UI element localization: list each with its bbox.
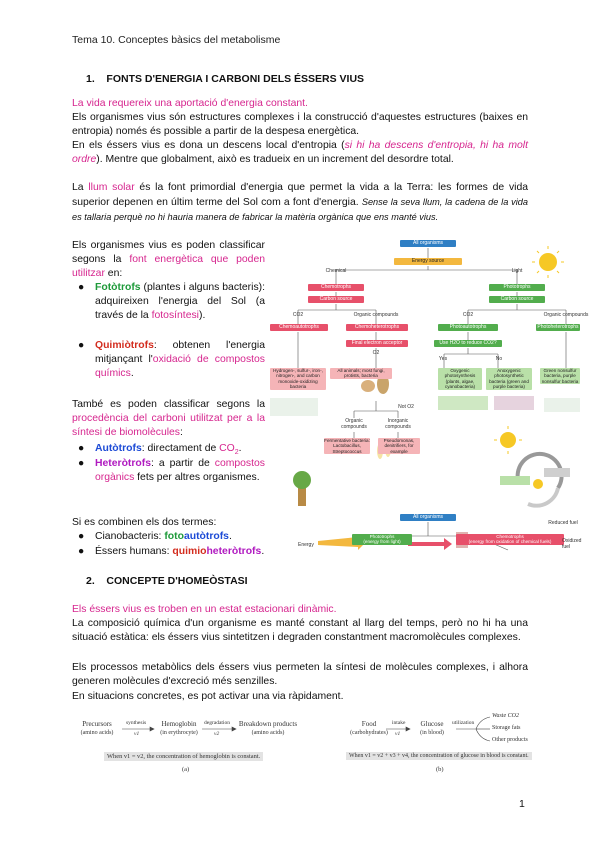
sun-icon [494,426,522,454]
bullet-icon: ● [78,443,85,454]
label-organic-left: Organic compounds [353,312,399,318]
label-not-o2: Not O2 [398,404,414,410]
page-header: Tema 10. Conceptes bàsics del metabolisme [72,34,281,46]
leaf-pseudomonas: Pseudomonas, denitrifiers, for example [378,438,420,454]
bullet-heterotrophs: Heteròtrofs: a partir de compostos orgànics fets per altres organismes. [95,458,265,483]
leaf-hydrogen-bacteria: Hydrogen-, sulfur-, iron-, nitrogen-, and carbon monoxide-oxidizing bacteria [270,368,326,390]
eq-b-glucose: Glucose (in blood) [420,720,444,736]
eq-a-synthesis: synthesis [126,720,147,726]
s2-lead: Els éssers vius es troben en un estat estacionari dinàmic. [72,604,337,615]
node-bottom-all-organisms: All organisms [400,514,456,521]
section-1-title: 1. FONTS D'ENERGIA I CARBONI DELS ÉSSERS VIUS [86,73,365,85]
s1-paragraph-3: La llum solar és la font primordial d'energia que permet la vida a la Terra: les formes de vida superior depenen en últim terme del Sol com a font d'energia. Sense la seva llum, la cadena de la vida es tallaria perquè no hi hauria manera de fabricar la matèria orgànica que ens manté vius. [72,182,528,222]
eq-b-caption: When v1 = v2 + v3 + v4, the concentration of glucose in blood is constant. [346,752,532,760]
eq-a-label: (a) [182,766,190,773]
eq-a-caption: When v1 = v2, the concentration of hemoglobin is constant. [104,752,263,761]
node-all-organisms: All organisms [400,240,456,247]
eq-a-v1: v1 [134,731,140,737]
label-reduced-fuel: Reduced fuel [548,520,578,526]
label-no: No [495,356,503,362]
eq-b-food: Food (carbohydrates) [350,720,388,736]
eq-a-degradation: degradation [204,720,230,726]
node-final-electron-acceptor: Final electron acceptor [346,340,408,347]
node-bottom-phototrophs: Phototrophs (energy from light) [352,534,412,545]
label-yes: Yes [438,356,448,362]
eq-b-intake: intake [392,720,406,726]
s1-paragraph-6: Si es combinen els dos termes: [72,517,217,528]
node-chemoautotrophs: Chemoautotrophs [270,324,328,331]
bullet-cyanobacteria: Cianobacteris: fotoautòtrofs. [95,531,232,542]
bullet-icon: ● [78,546,85,557]
eq-b-v1: v1 [395,731,401,737]
label-organic-compounds: Organic compounds [341,418,367,430]
label-co2-left: CO2 [292,312,304,318]
s2-paragraph-1: La composició química d'un organisme es manté constant al llarg del temps, però no hi ha una situació estàtica: els éssers vius sintetitzen i degraden constantment macromolècules complexes. [72,618,528,643]
eq-a-breakdown: Breakdown products (amino acids) [238,720,298,736]
label-o2: O2 [372,350,380,356]
s2-paragraph-3: En situacions concretes, es pot activar una via ràpidament. [72,691,344,702]
organism-images [270,374,580,548]
label-inorganic-compounds: Inorganic compounds [385,418,411,430]
classification-diagram [268,236,589,566]
eq-b-label: (b) [436,766,444,773]
bullet-chemotrophs: Quimiòtrofs: obtenen l'energia mitjançant l'oxidació de compostos químics. [95,340,265,379]
bullet-autotrophs: Autòtrofs: directament de $CO_2$. [95,443,242,457]
equation-a [72,715,302,777]
eq-b-out1: Waste CO2 [492,713,519,719]
s1-lead: La vida requereix una aportació d'energia constant. [72,98,308,109]
node-use-h2o: Use H2O to reduce CO2? [434,340,502,347]
s1-paragraph-1: Els organismes vius són estructures complexes i la construcció d'aquestes estructures (baixes en entropia) només és possible a partir de la despesa energètica. [72,112,528,137]
leaf-oxygenic: Oxygenic photosynthesis (plants, algae, cyanobacteria) [438,368,482,390]
leaf-all-animals: All animals; most fungi, protists, bacteria [330,368,392,379]
node-chemoheterotrophs: Chemoheterotrophs [346,324,408,331]
label-light: Light [511,268,523,274]
leaf-fermentative: Fermentative bacteria: Lactobacillus, Streptococcus [324,438,370,454]
bullet-icon: ● [78,340,85,351]
eq-a-v2: v2 [214,731,220,737]
bullet-phototrophs: Fotòtrofs (plantes i alguns bacteris): adquireixen l'energia del Sol (a través de la fotosíntesi). [95,282,265,321]
label-chemical: Chemical [325,268,347,274]
s1-paragraph-5: També es poden classificar segons la procedència del carboni utilitzat per a la síntesi de biomolècules: [72,399,265,438]
label-oxidized-fuel: Oxidized fuel [562,538,582,550]
label-organic-right: Organic compounds [543,312,589,318]
bullet-icon: ● [78,282,85,293]
bullet-humans: Éssers humans: quimioheteròtrofs. [95,546,265,557]
node-photoautotrophs: Photoautotrophs [438,324,498,331]
bullet-icon: ● [78,458,85,469]
node-carbon-source-left: Carbon source [308,296,364,303]
page-number: 1 [519,798,525,810]
node-chemotrophs: Chemotrophs [308,284,364,291]
bullet-icon: ● [78,531,85,542]
s1-paragraph-4: Els organismes vius es poden classificar segons la font energètica que poden utilitzar en: [72,240,265,279]
sun-icon [532,246,564,278]
node-carbon-source-right: Carbon source [489,296,545,303]
eq-a-hemoglobin: Hemoglobin (in erythrocyte) [160,720,198,736]
equation-b [340,711,540,777]
eq-b-utilization: utilization [452,720,475,726]
s1-paragraph-2: En els éssers vius es dona un descens local d'entropia (si hi ha descens d'entropia, hi ha molt ordre). Mentre que globalment, això es tradueix en un increment del desordre total. [72,140,529,165]
node-photoheterotrophs: Photoheterotrophs [537,324,579,330]
s2-paragraph-2: Els processos metabòlics dels éssers vius permeten la síntesi de molècules complexes, i alhora generen molècules d'excreció més senzilles. [72,662,528,687]
label-co2-right: CO2 [462,312,474,318]
label-energy: Energy [298,542,314,548]
leaf-anoxygenic: Anoxygenic photosynthetic bacteria (green and purple bacteria) [486,368,532,390]
eq-b-out2: Storage fats [492,725,521,731]
node-energy-source: Energy source [394,258,462,265]
section-2-title: 2. CONCEPTE D'HOMEÒSTASI [86,575,248,587]
leaf-green-nonsulfur: Green nonsulfur bacteria, purple nonsulfur bacteria [541,368,579,384]
eq-a-precursors: Precursors (amino acids) [80,720,114,736]
node-phototrophs: Phototrophs [489,284,545,291]
node-bottom-chemotrophs: Chemotrophs (energy from oxidation of chemical fuels) [456,534,564,545]
eq-b-out3: Other products [492,737,528,743]
energy-cycle-icon [500,454,570,506]
